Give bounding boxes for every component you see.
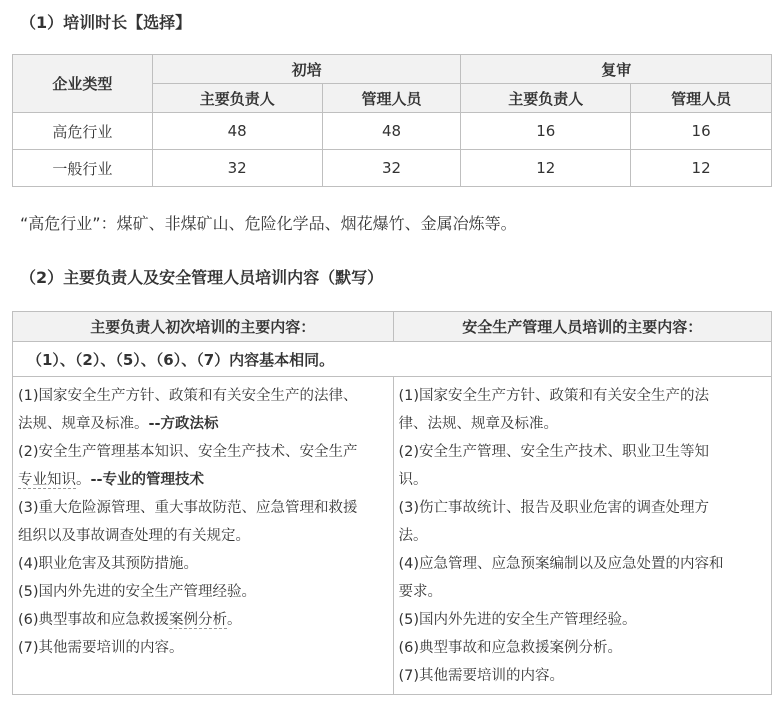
list-item: (5)国内外先进的安全生产管理经验。 (18, 584, 257, 600)
section2-heading: （2）主要负责人及安全管理人员培训内容（默写） (20, 268, 384, 287)
list-item: (4)应急管理、应急预案编制以及应急处置的内容和 (398, 556, 724, 572)
high-risk-note: “高危行业”：煤矿、非煤矿山、危险化学品、烟花爆竹、金属冶炼等。 (20, 214, 517, 233)
list-item: (3)伤亡事故统计、报告及职业危害的调查处理方 (398, 500, 710, 516)
dotted-underline-text: 专业知识 (18, 472, 76, 488)
cell-value: 16 (461, 113, 631, 150)
header-initial-training: 初培 (152, 55, 461, 84)
manager-content-list (393, 377, 772, 695)
list-item: (1)国家安全生产方针、政策和有关安全生产的法律、 (18, 388, 358, 404)
common-items-row: （1）、（2）、（5）、（6）、（7）内容基本相同。 (13, 342, 772, 377)
list-item-continuation: 法规、规章及标准。--方政法标 (18, 416, 219, 432)
subheader-initial-principal: 主要负责人 (152, 84, 322, 113)
table-row (13, 113, 772, 150)
mnemonic-text: --方政法标 (148, 416, 219, 432)
table-row (13, 150, 772, 187)
cell-value: 16 (631, 113, 772, 150)
header-enterprise-type: 企业类型 (13, 55, 153, 113)
cell-value: 12 (631, 150, 772, 187)
cell-value: 48 (152, 113, 322, 150)
subheader-retrain-manager: 管理人员 (631, 84, 772, 113)
principal-content-list (13, 377, 394, 695)
list-item: (6)典型事故和应急救援案例分析。 (398, 640, 623, 656)
list-item-continuation: 律、法规、规章及标准。 (398, 416, 558, 432)
list-item-continuation: 要求。 (398, 584, 442, 600)
row-type: 高危行业 (13, 113, 153, 150)
list-item: (7)其他需要培训的内容。 (398, 668, 565, 684)
training-duration-table (12, 54, 772, 187)
cell-value: 32 (152, 150, 322, 187)
cell-value: 32 (322, 150, 461, 187)
list-item-continuation: 组织以及事故调查处理的有关规定。 (18, 528, 250, 544)
list-item: (2)安全生产管理、安全生产技术、职业卫生等知 (398, 444, 710, 460)
list-item: (4)职业危害及其预防措施。 (18, 556, 199, 572)
list-item-continuation: 识。 (398, 472, 428, 488)
training-content-table (12, 311, 772, 695)
list-item-continuation: 专业知识。--专业的管理技术 (18, 472, 205, 488)
list-item: (6)典型事故和应急救援案例分析。 (18, 612, 242, 628)
section1-heading: （1）培训时长【选择】 (20, 13, 192, 32)
header-manager-content: 安全生产管理人员培训的主要内容： (393, 312, 772, 342)
dotted-underline-text: 案例分析 (169, 612, 228, 628)
cell-value: 48 (322, 113, 461, 150)
cell-value: 12 (461, 150, 631, 187)
subheader-retrain-principal: 主要负责人 (461, 84, 631, 113)
list-item-continuation: 法。 (398, 528, 428, 544)
list-item: (7)其他需要培训的内容。 (18, 640, 184, 656)
list-item: (3)重大危险源管理、重大事故防范、应急管理和救援 (18, 500, 358, 516)
list-item: (2)安全生产管理基本知识、安全生产技术、安全生产 (18, 444, 358, 460)
header-principal-content: 主要负责人初次培训的主要内容： (13, 312, 394, 342)
header-retraining: 复审 (461, 55, 772, 84)
list-item: (1)国家安全生产方针、政策和有关安全生产的法 (398, 388, 710, 404)
list-item: (5)国内外先进的安全生产管理经验。 (398, 612, 637, 628)
row-type: 一般行业 (13, 150, 153, 187)
subheader-initial-manager: 管理人员 (322, 84, 461, 113)
mnemonic-text: --专业的管理技术 (90, 472, 205, 488)
